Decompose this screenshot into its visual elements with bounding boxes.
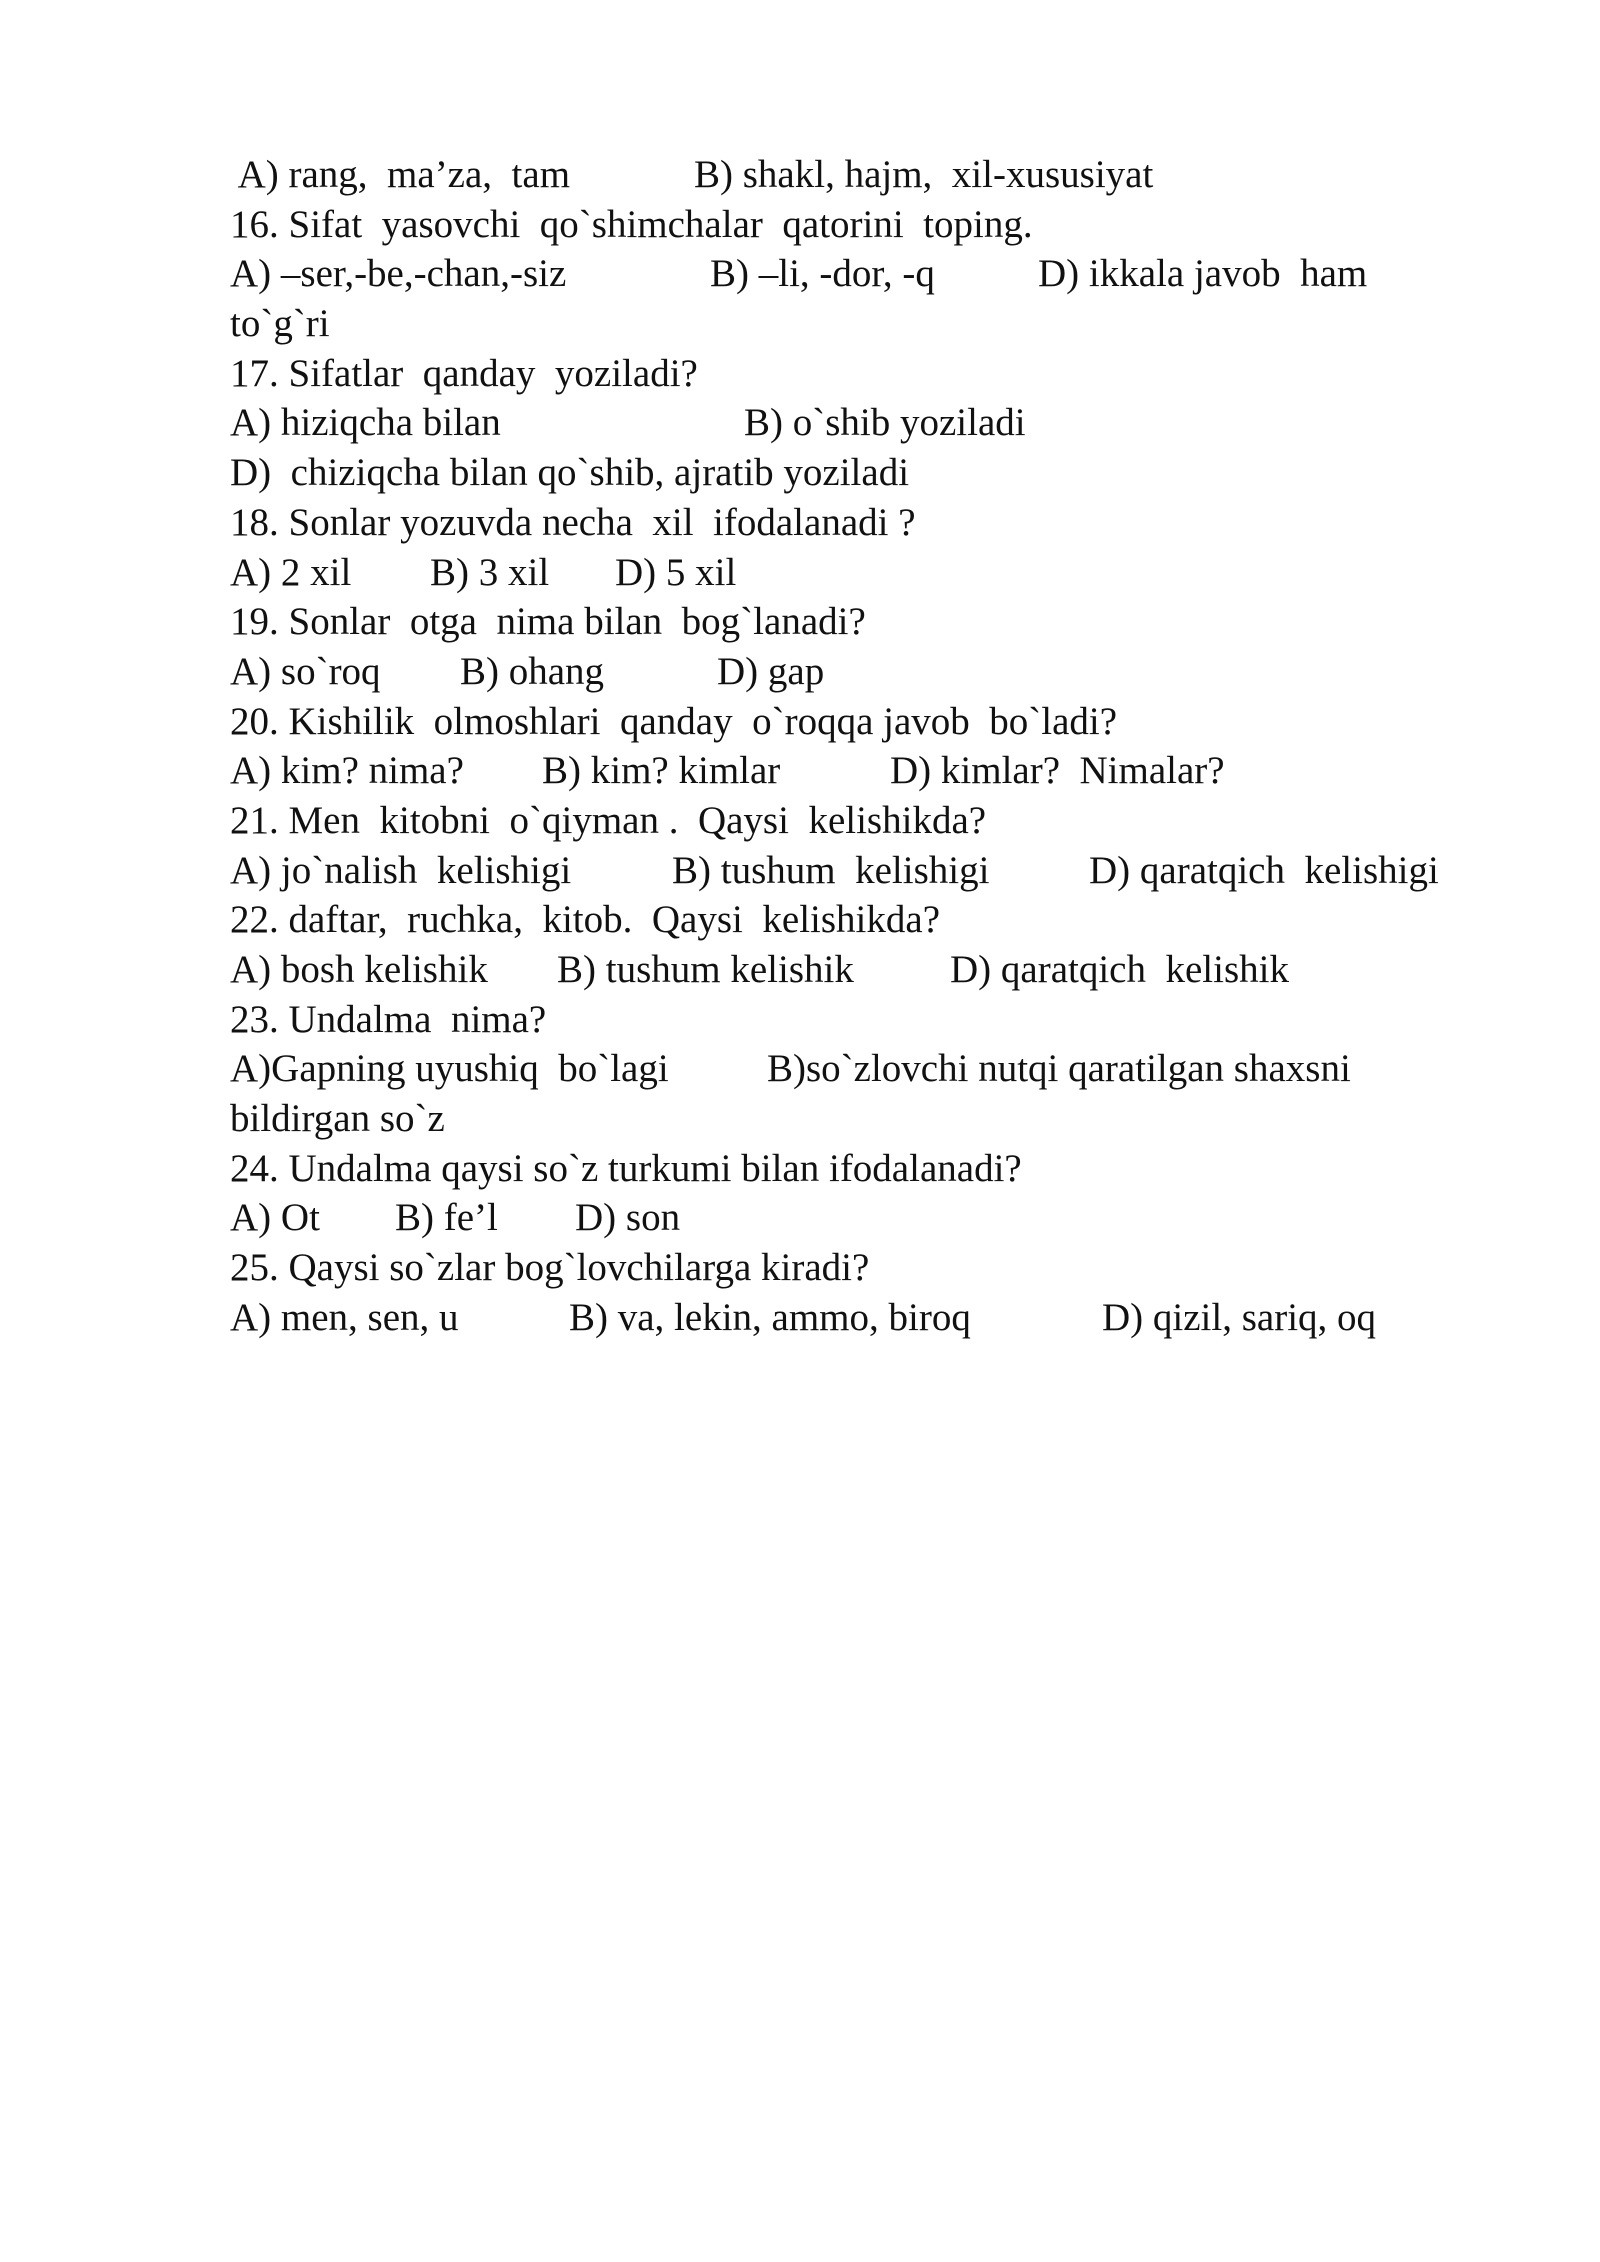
option-d: D) chiziqcha bilan qo`shib, ajratib yoziladi (230, 451, 910, 495)
question-18 (230, 498, 1530, 548)
question-text: 19. Sonlar otga nima bilan bog`lanadi? (230, 600, 866, 644)
option-b: B) –li, -dor, -q (710, 252, 935, 296)
question-20 (230, 697, 1530, 747)
question-21 (230, 796, 1530, 846)
answer-line-23 (230, 1044, 1530, 1094)
answer-line-15 (230, 150, 1530, 200)
question-text: 20. Kishilik olmoshlari qanday o`roqqa javob bo`ladi? (230, 699, 1118, 743)
question-text: 24. Undalma qaysi so`z turkumi bilan ifodalanadi? (230, 1146, 1022, 1190)
question-text: 22. daftar, ruchka, kitob. Qaysi kelishikda? (230, 898, 940, 942)
question-22 (230, 895, 1530, 945)
question-19 (230, 597, 1530, 647)
option-b: B) o`shib yoziladi (744, 401, 1026, 445)
answer-line-17-d (230, 448, 1530, 498)
option-b: B) va, lekin, ammo, biroq (569, 1295, 971, 1339)
option-d: D) qizil, sariq, oq (1102, 1295, 1377, 1339)
answer-line-18 (230, 548, 1530, 598)
question-text: 18. Sonlar yozuvda necha xil ifodalanadi ? (230, 500, 916, 544)
answer-line-24 (230, 1193, 1530, 1243)
question-text: 21. Men kitobni o`qiyman . Qaysi kelishikda? (230, 798, 987, 842)
quiz-content (230, 150, 1530, 1343)
answer-line-20 (230, 746, 1530, 796)
answer-line-16-cont (230, 299, 1530, 349)
answer-line-25 (230, 1293, 1530, 1343)
question-text: 23. Undalma nima? (230, 997, 547, 1041)
question-24 (230, 1144, 1530, 1194)
question-25 (230, 1243, 1530, 1293)
option-b: B) 3 xil (430, 550, 550, 594)
question-text: 16. Sifat yasovchi qo`shimchalar qatorini toping. (230, 202, 1033, 246)
option-d: D) qaratqich kelishik (950, 948, 1289, 991)
question-17 (230, 349, 1530, 399)
option-a: A) Ot (230, 1196, 320, 1240)
question-text: 17. Sifatlar qanday yoziladi? (230, 351, 698, 395)
option-a: A) 2 xil (230, 550, 352, 594)
option-a: A) jo`nalish kelishigi (230, 848, 572, 892)
question-16 (230, 200, 1530, 250)
answer-line-21 (230, 846, 1530, 896)
option-a: A) rang, ma’za, tam (230, 153, 571, 196)
option-b: B) shakl, hajm, xil-xususiyat (694, 153, 1154, 196)
question-23 (230, 995, 1530, 1045)
option-b: B)so`zlovchi nutqi qaratilgan shaxsni (767, 1047, 1351, 1091)
answer-line-16 (230, 249, 1530, 299)
option-a: A) so`roq (230, 649, 381, 693)
option-d: D) kimlar? Nimalar? (890, 749, 1225, 793)
option-d: D) qaratqich kelishigi (1089, 848, 1439, 892)
option-a: A) kim? nima? (230, 749, 464, 793)
option-b: B) tushum kelishigi (672, 848, 990, 892)
answer-line-22 (230, 945, 1530, 995)
option-a: A) hiziqcha bilan (230, 401, 501, 445)
option-b: B) fe’l (395, 1196, 498, 1240)
answer-line-19 (230, 647, 1530, 697)
option-a: A) men, sen, u (230, 1295, 459, 1339)
option-d: D) ikkala javob ham (1038, 252, 1368, 296)
option-d: D) gap (717, 649, 825, 693)
option-d: D) son (575, 1196, 681, 1240)
option-d-continuation: to`g`ri (230, 302, 330, 346)
option-b: B) tushum kelishik (557, 948, 854, 991)
answer-line-23-cont (230, 1094, 1530, 1144)
option-b-continuation: bildirgan so`z (230, 1097, 445, 1141)
option-b: B) ohang (460, 649, 605, 693)
question-text: 25. Qaysi so`zlar bog`lovchilarga kiradi? (230, 1246, 870, 1290)
option-d: D) 5 xil (615, 550, 737, 594)
answer-line-17 (230, 398, 1530, 448)
option-a: A) –ser,-be,-chan,-siz (230, 252, 567, 296)
option-a: A) bosh kelishik (230, 948, 488, 991)
option-a: A)Gapning uyushiq bo`lagi (230, 1047, 669, 1091)
option-b: B) kim? kimlar (542, 749, 781, 793)
